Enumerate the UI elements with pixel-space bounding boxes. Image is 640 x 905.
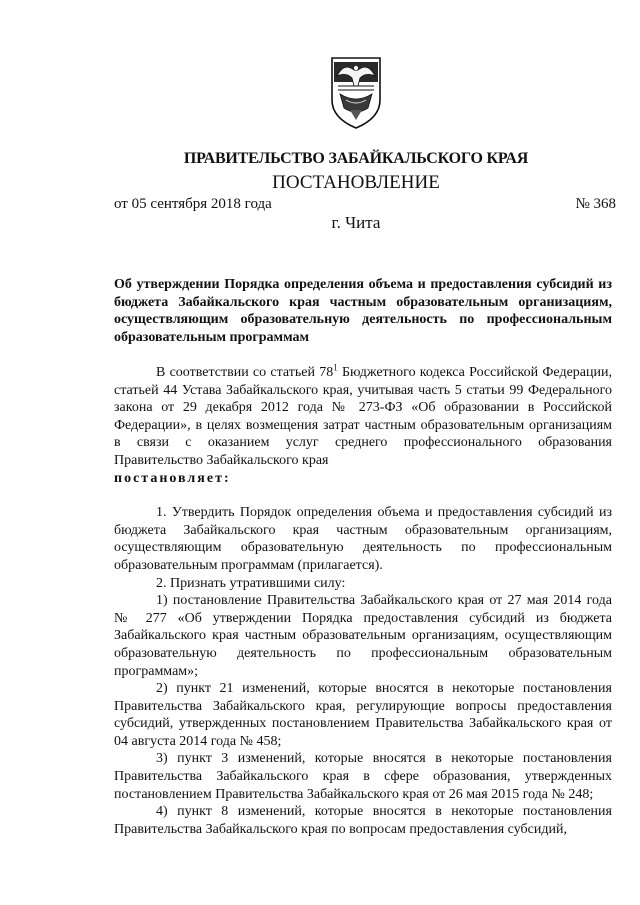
item-2-4: 4) пункт 8 изменений, которые вносятся в некоторые постановления Правительства Забайкальского края по вопросам предоставления субсидий, [114, 804, 612, 837]
document-date: от 05 сентября 2018 года [114, 196, 272, 212]
item-1: 1. Утвердить Порядок определения объема и предоставления субсидий из бюджета Забайкальского края частным образовательным организациям, осуществляющим образовательную деятельность по профессиональным образовательным программам (прилагается). [114, 505, 612, 573]
coat-of-arms-eagle-icon [328, 56, 384, 130]
preamble-part2: Бюджетного кодекса Российской Федерации, статьей 44 Устава Забайкальского края, учитывая часть 5 статьи 99 Федерального закона от 29 декабря 2012 года № 273-ФЗ «Об образовании в Российской Федерации», в целях возмещения затрат частным образовательным организациям в связи с оказанием услуг среднего профессионального образования Правительство Забайкальского края [114, 365, 612, 468]
preamble [114, 364, 612, 470]
document-number: № 368 [575, 196, 616, 212]
preamble-superscript: 1 [333, 362, 338, 373]
item-2-3: 3) пункт 3 изменений, которые вносятся в некоторые постановления Правительства Забайкальского края в сфере образования, утвержденных постановлением Правительства Забайкальского края от 26 мая 2015 года № 248; [114, 751, 612, 802]
document-city: г. Чита [331, 213, 381, 232]
item-2-1: 1) постановление Правительства Забайкальского края от 27 мая 2014 года № 277 «Об утверждении Порядка предоставления субсидий из бюджета Забайкальского края частным образовательным организациям, осуществляющим образовательную деятельность по профессиональным образовательным программам»; [114, 593, 612, 679]
document-type: ПОСТАНОВЛЕНИЕ [272, 172, 440, 193]
government-name: ПРАВИТЕЛЬСТВО ЗАБАЙКАЛЬСКОГО КРАЯ [183, 150, 529, 167]
preamble-part1: В соответствии со статьей 78 [156, 365, 334, 380]
document-title: Об утверждении Порядка определения объема и предоставления субсидий из бюджета Забайкальского края частным образовательным организациям, осуществляющим образовательную деятельность по профессиональным образовательным программам [114, 277, 612, 345]
item-2: 2. Признать утратившими силу: [156, 575, 346, 591]
item-2-2: 2) пункт 21 изменений, которые вносятся в некоторые постановления Правительства Забайкальского края, регулирующие вопросы предоставления субсидий, утвержденных постановлением Правительства Забайкальского края от 04 августа 2014 года № 458; [114, 681, 612, 749]
document-body [114, 364, 612, 838]
decree-line [114, 470, 612, 488]
decree-word: постановляет: [114, 470, 231, 486]
